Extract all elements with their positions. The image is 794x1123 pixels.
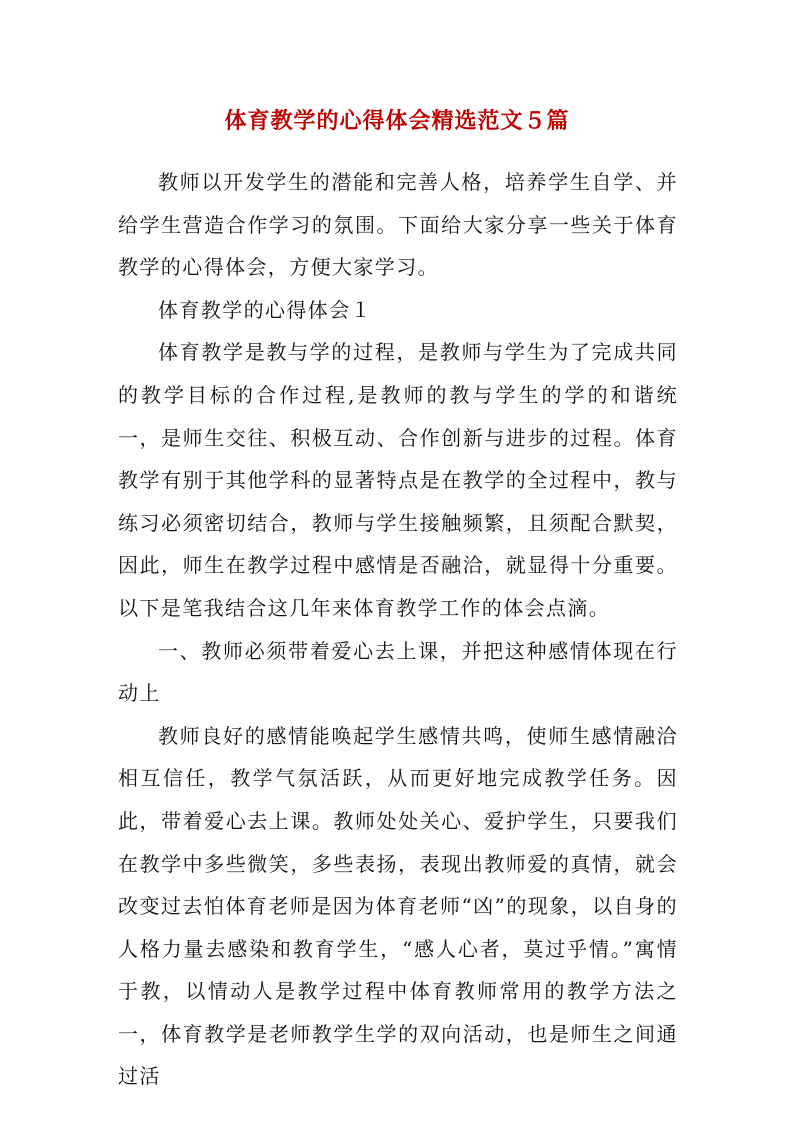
intro-paragraph: 教师以开发学生的潜能和完善人格，培养学生自学、并给学生营造合作学习的氛围。下面给大家分享一些关于体育教学的心得体会，方便大家学习。 (118, 170, 678, 280)
subsection-heading: 一、教师必须带着爱心去上课，并把这种感情体现在行动上 (118, 638, 678, 706)
body-paragraph: 体育教学是教与学的过程，是教师与学生为了完成共同的教学目标的合作过程,是教师的教与学生的学的和谐统一，是师生交往、积极互动、合作创新与进步的过程。体育教学有别于其他学科的显著特点是在教学的全过程中，教与练习必须密切结合，教师与学生接触频繁，且须配合默契，因此，师生在教学过程中感情是否融洽，就显得十分重要。以下是笔我结合这几年来体育教学工作的体会点滴。 (118, 340, 678, 620)
document-title: 体育教学的心得体会精选范文５篇 (224, 108, 570, 134)
section-heading-1: 体育教学的心得体会１ (158, 297, 372, 322)
body-paragraph: 教师良好的感情能唤起学生感情共鸣，使师生感情融洽相互信任，教学气氛活跃，从而更好地完成教学任务。因此，带着爱心去上课。教师处处关心、爱护学生，只要我们在教学中多些微笑，多些表扬，表现出教师爱的真情，就会改变过去怕体育老师是因为体育老师“凶”的现象，以自身的人格力量去感染和教育学生，“感人心者，莫过乎情。”寓情于教，以情动人是教学过程中体育教师常用的教学方法之一，体育教学是老师教学生学的双向活动，也是师生之间通过活 (118, 723, 678, 1089)
document-body (118, 161, 678, 1098)
